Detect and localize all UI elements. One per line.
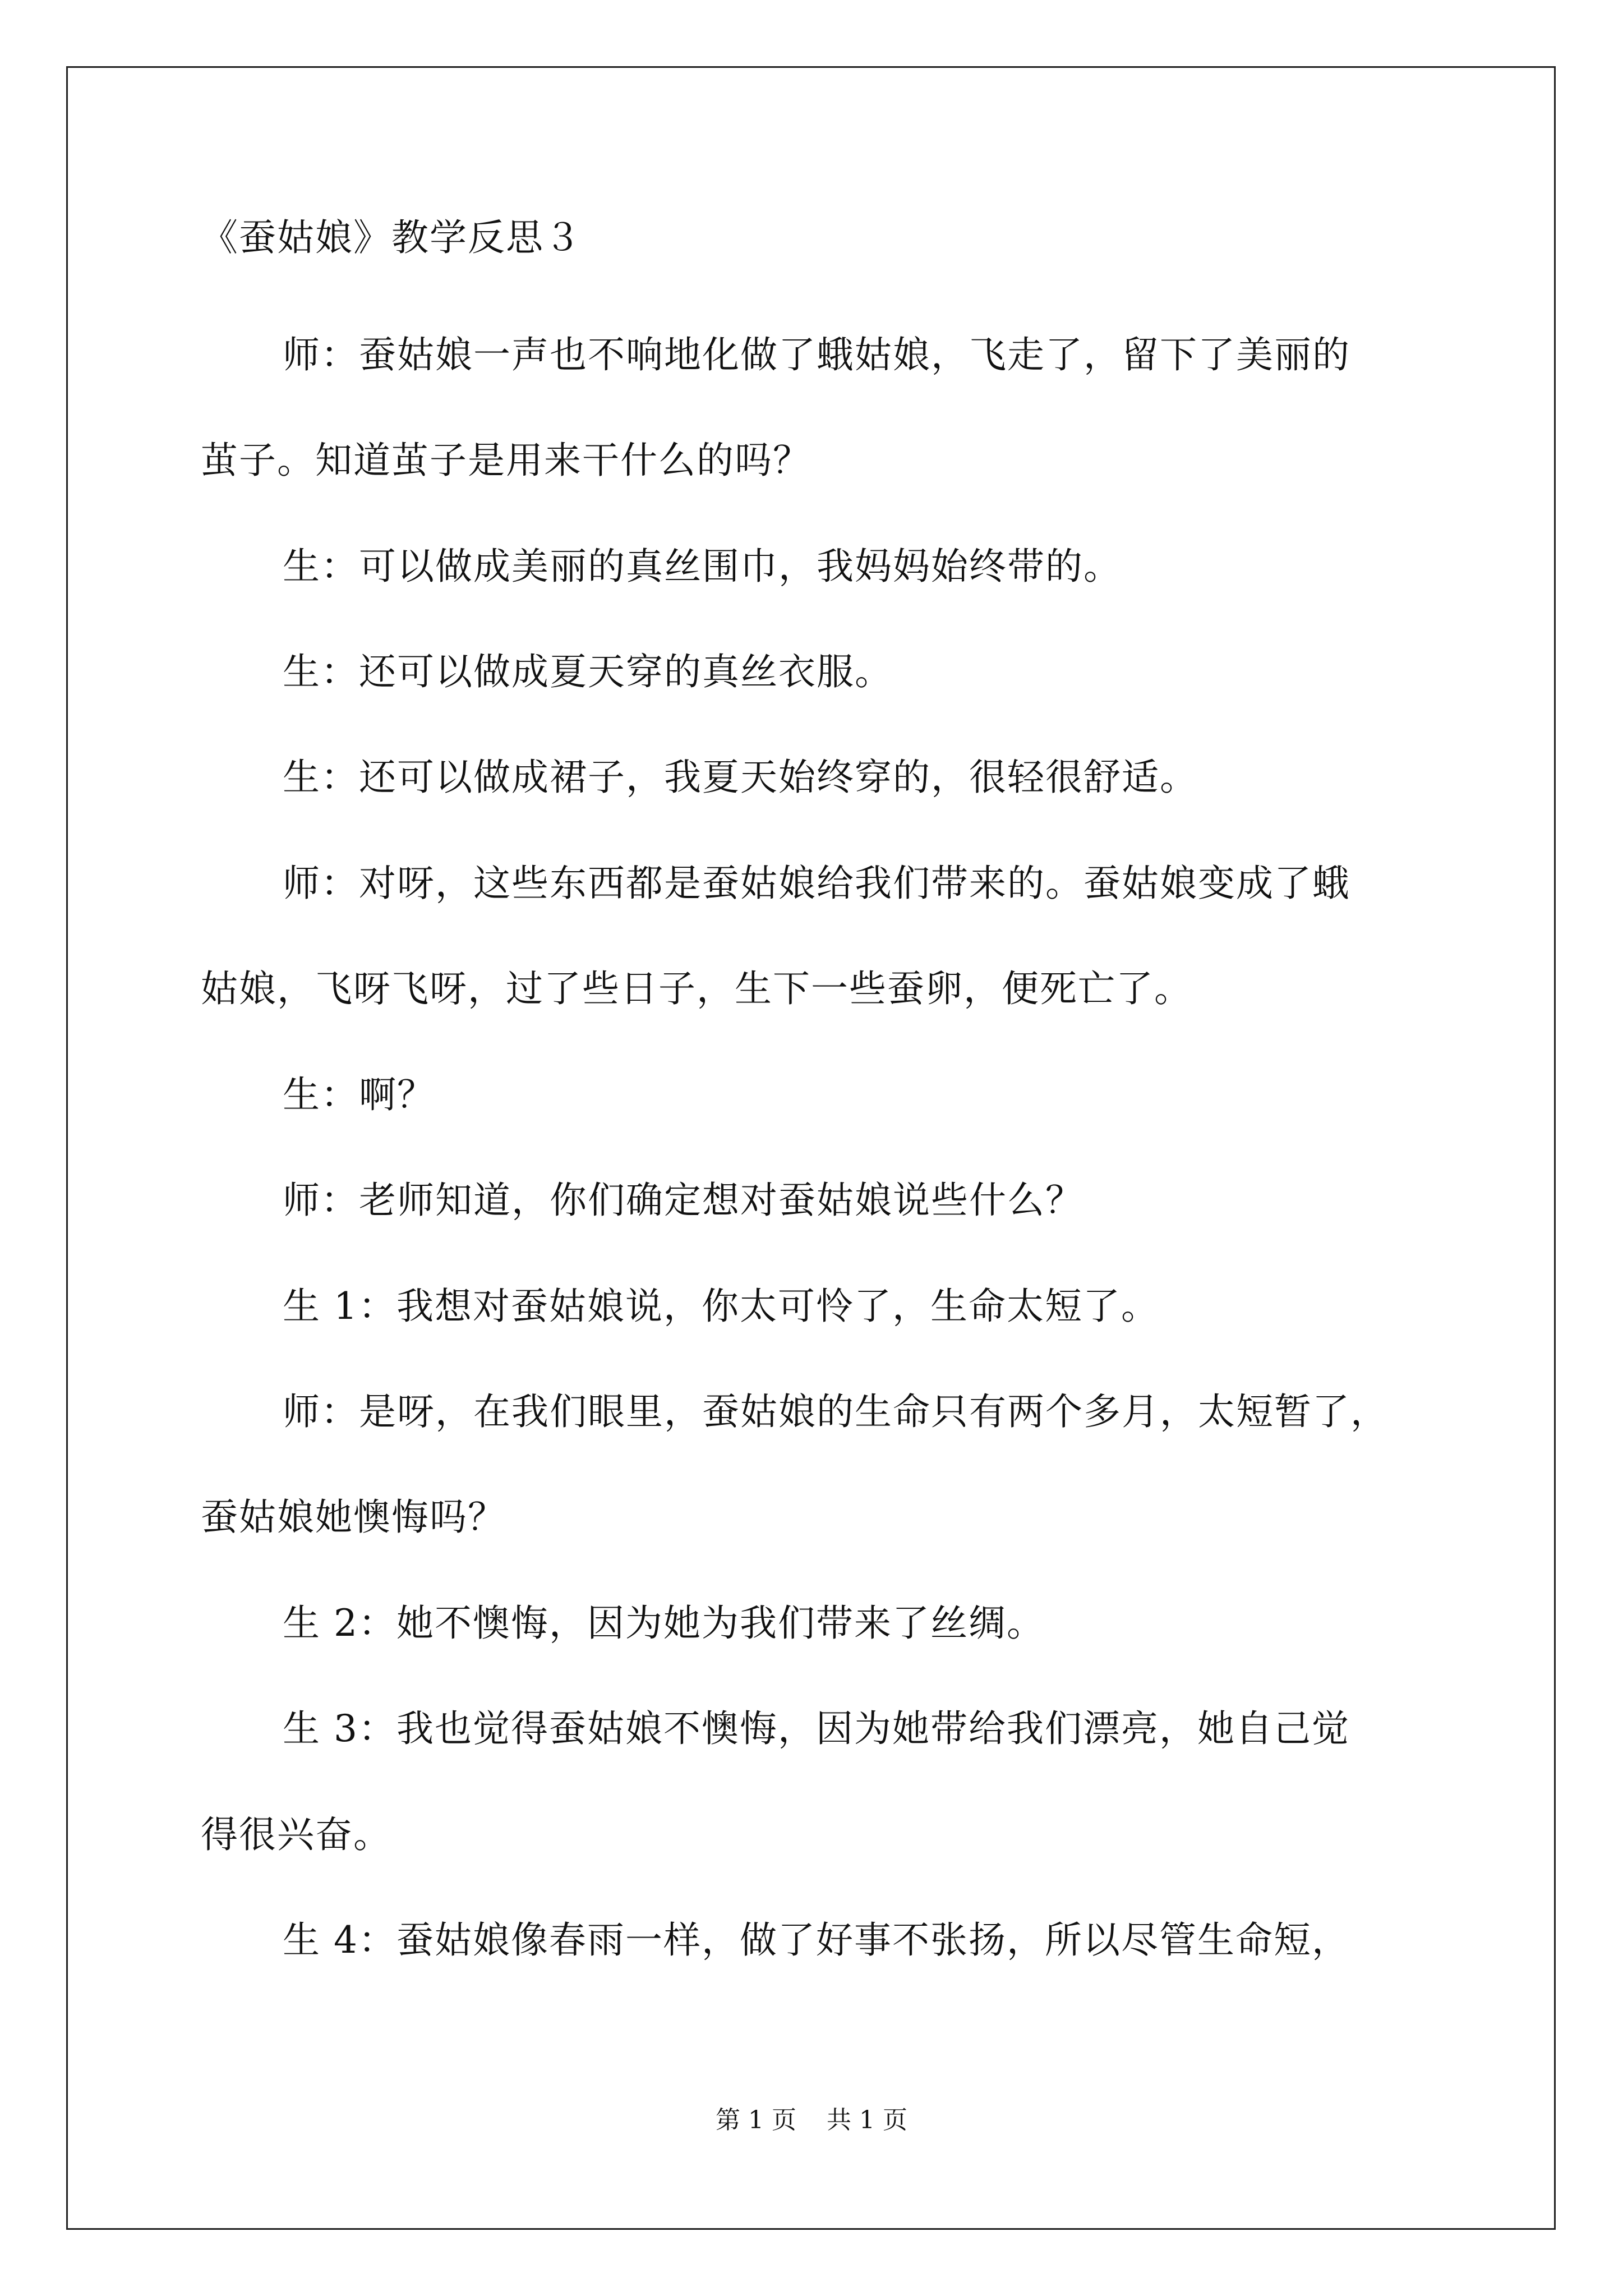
paragraph-6-line-1: 生：啊？ [283,1073,435,1116]
paragraph-9-line-2: 蚕姑娘她懊悔吗？ [201,1496,506,1539]
paragraph-10-line-1: 生 2：她不懊悔，因为她为我们带来了丝绸。 [283,1602,1045,1645]
page-border [66,66,1556,2230]
paragraph-1-line-2: 茧子。知道茧子是用来干什么的吗？ [201,439,811,482]
paragraph-7-line-1: 师：老师知道，你们确定想对蚕姑娘说些什么？ [283,1179,1083,1222]
paragraph-5-line-2: 姑娘，飞呀飞呀，过了些日子，生下一些蚕卵，便死亡了。 [201,967,1192,1010]
page-footer [0,2105,1623,2136]
paragraph-11-line-2: 得很兴奋。 [201,1813,391,1856]
page-number: 第 1 页 [716,2106,796,2134]
paragraph-11-line-1: 生 3：我也觉得蚕姑娘不懊悔，因为她带给我们漂亮，她自己觉 [283,1707,1350,1750]
paragraph-9-line-1: 师：是呀，在我们眼里，蚕姑娘的生命只有两个多月，太短暂了， [283,1390,1389,1433]
paragraph-1-line-1: 师：蚕姑娘一声也不响地化做了蛾姑娘，飞走了，留下了美丽的 [283,333,1350,376]
paragraph-3-line-1: 生：还可以做成夏天穿的真丝衣服。 [283,650,893,693]
paragraph-5-line-1: 师：对呀，这些东西都是蚕姑娘给我们带来的。蚕姑娘变成了蛾 [283,862,1350,905]
paragraph-4-line-1: 生：还可以做成裙子，我夏天始终穿的，很轻很舒适。 [283,756,1198,799]
paragraph-12-line-1: 生 4：蚕姑娘像春雨一样，做了好事不张扬，所以尽管生命短， [283,1918,1350,1962]
paragraph-8-line-1: 生 1：我想对蚕姑娘说，你太可怜了，生命太短了。 [283,1285,1159,1328]
document-title: 《蚕姑娘》教学反思３ [201,216,582,259]
paragraph-2-line-1: 生：可以做成美丽的真丝围巾，我妈妈始终带的。 [283,545,1122,588]
page-total: 共 1 页 [827,2106,907,2134]
